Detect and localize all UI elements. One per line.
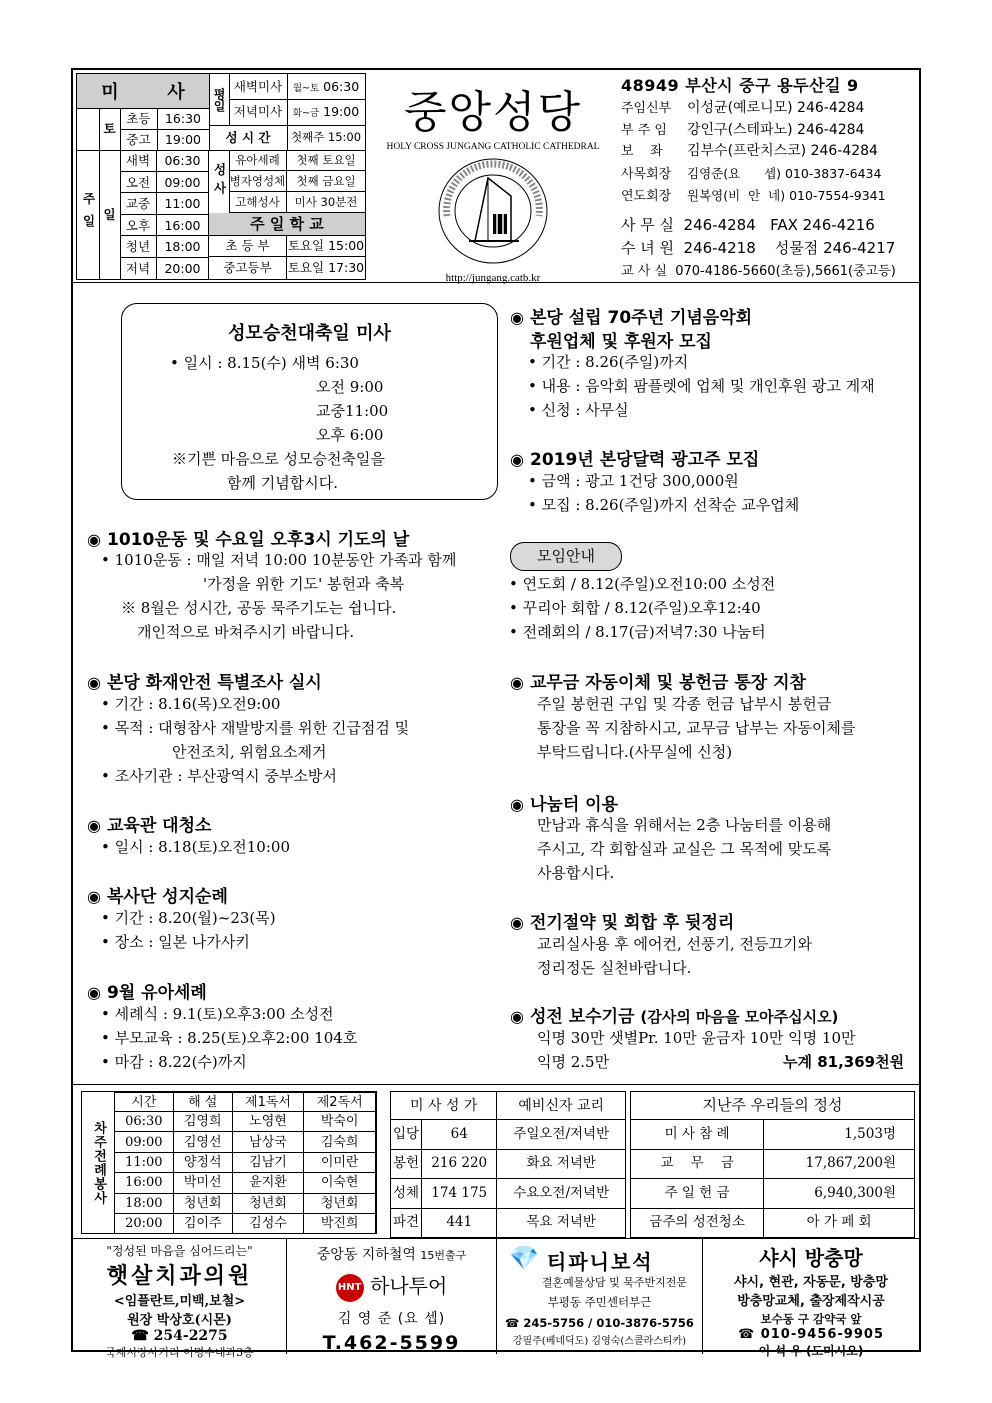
table-row	[631, 1208, 915, 1238]
table-row	[115, 1173, 376, 1193]
church-url: http://jungang.catb.kr	[445, 272, 541, 284]
table-row	[115, 1193, 376, 1213]
table-row	[115, 1213, 376, 1233]
ad-dental-address: 국제시장사거리 이명수내과3층	[105, 1346, 254, 1359]
sunday-row-label: 오후	[120, 215, 157, 237]
sunday-row-label: 청년	[120, 236, 157, 258]
next-week-cell: 09:00	[115, 1132, 174, 1152]
staff-contact: 원복영(비 안 네) 010-7554-9341	[687, 188, 886, 203]
section-tithe-title: ◉ 교무금 자동이체 및 봉헌금 통장 지참	[510, 673, 806, 693]
section-baptism-line-3: • 마감 : 8.22(수)까지	[101, 1053, 247, 1071]
school-row-label: 초 등 부	[209, 235, 287, 257]
logo-area	[373, 74, 613, 284]
section-pilgrimage-line-1: • 기간 : 8.20(월)~23(목)	[101, 909, 276, 927]
choir-cell: 64	[422, 1120, 497, 1150]
teacher-phone: 교 사 실 070-4186-5660(초등),5661(중고등)	[621, 263, 896, 279]
ad-window-location: 보수동 구 감약국 앞	[760, 1312, 862, 1326]
choir-cell: 입당	[391, 1120, 422, 1150]
next-week-cell: 김남기	[232, 1152, 304, 1172]
convent-phone: 수 녀 원 246-4218 성물점 246-4217	[621, 238, 896, 257]
section-concert-line-3: • 신청 : 사무실	[528, 401, 629, 419]
ad-jewelry-owners: 강필주(베네딕도) 김영숙(스콜라스티카)	[512, 1336, 687, 1347]
offering-cell: 아 가 페 회	[764, 1208, 915, 1238]
choir-cell: 주일오전/저녁반	[497, 1120, 626, 1150]
sunday-row-label: 저녁	[120, 258, 157, 280]
section-1010-line-3: ※ 8월은 성시간, 공동 묵주기도는 쉽니다.	[121, 599, 397, 617]
ad-dental-services: <임플란트,미백,보철>	[113, 1294, 246, 1309]
table-row	[115, 1132, 376, 1152]
sat-elem-label: 초등	[120, 108, 158, 130]
section-fire-line-3: 안전조치, 위험요소제거	[172, 743, 327, 761]
ad-window-phone: ☎ 010-9456-9905	[737, 1327, 884, 1342]
section-tithe-line-3: 부탁드립니다.(사무실에 신청)	[537, 743, 733, 761]
offering-cell: 교 무 금	[631, 1149, 764, 1179]
next-week-cell: 청년회	[232, 1193, 304, 1213]
table-row	[115, 1112, 376, 1132]
ad-window-services-2: 방충망교체, 출장제작시공	[737, 1294, 885, 1309]
ad-jewelry-name: 티파니보석	[547, 1250, 654, 1274]
sunday-row-time: 06:30	[157, 150, 209, 172]
section-lounge-line-3: 사용합시다.	[537, 864, 615, 882]
holy-hour-label: 성 시 간	[209, 125, 288, 151]
sunday-row-time: 20:00	[157, 258, 209, 280]
table-row	[391, 1208, 626, 1238]
next-week-cell: 청년회	[304, 1193, 376, 1213]
sat-elem-time: 16:30	[157, 108, 210, 130]
sunday-label: 주일	[77, 150, 100, 279]
section-baptism-title: ◉ 9월 유아세례	[87, 983, 207, 1003]
ad-dental-slogan: "정성된 마음을 심어드리는"	[106, 1244, 253, 1258]
ad-jewelry	[497, 1238, 703, 1354]
section-pilgrimage-title: ◉ 복사단 성지순례	[87, 887, 228, 907]
section-fire-line-1: • 기간 : 8.16(목)오전9:00	[101, 695, 281, 713]
ad-travel-contact: 김 영 준 (요 셉)	[337, 1310, 446, 1327]
sat-high-label: 중고	[120, 129, 158, 151]
next-week-cell: 박숙이	[304, 1112, 376, 1132]
section-pilgrimage-line-2: • 장소 : 일본 나가사키	[101, 933, 250, 951]
bulletin-page	[71, 68, 921, 1359]
table-row	[631, 1149, 915, 1179]
section-lounge-line-2: 주시고, 각 회합실과 교실은 그 목적에 맞도록	[537, 840, 832, 858]
next-week-cell: 김영선	[173, 1132, 232, 1152]
section-concert-line-1: • 기간 : 8.26(주일)까지	[528, 353, 689, 371]
section-cleaning-title: ◉ 교육관 대청소	[87, 816, 212, 836]
offering-cell: 1,503명	[764, 1120, 915, 1150]
section-baptism-line-1: • 세례식 : 9.1(토)오후3:00 소성전	[101, 1005, 334, 1023]
section-1010-line-4: 개인적으로 바쳐주시기 바랍니다.	[137, 623, 355, 641]
ad-dental-phone: ☎ 254-2275	[131, 1328, 228, 1344]
ad-dental-director: 원장 박상호(시몬)	[127, 1313, 232, 1328]
sunday-label-2: 일	[99, 150, 121, 279]
table-row	[115, 1152, 376, 1172]
saturday-label: 토	[99, 108, 121, 151]
staff-contact: 이성균(예로니모) 246-4284	[687, 100, 865, 116]
next-week-cell: 박진희	[304, 1213, 376, 1233]
address: 48949 부산시 중구 용두산길 9	[621, 76, 859, 95]
next-week-cell: 이숙현	[304, 1173, 376, 1193]
section-fund-line-2: 익명 2.5만	[537, 1053, 610, 1071]
next-week-cell: 11:00	[115, 1152, 174, 1172]
section-tithe-line-2: 통장을 꼭 지참하시고, 교무금 납부는 자동이체를	[537, 719, 856, 737]
next-week-cell: 김숙희	[304, 1132, 376, 1152]
next-week-cell: 김이주	[173, 1213, 232, 1233]
next-week-cell: 노영현	[232, 1112, 304, 1132]
sacrament-row-label: 고해성사	[229, 192, 287, 213]
choir-cell: 봉헌	[391, 1149, 422, 1179]
sunday-row-label: 새벽	[120, 150, 157, 172]
ad-dental	[73, 1238, 287, 1359]
staff-row	[621, 141, 919, 163]
staff-role: 보 좌	[621, 144, 663, 159]
next-week-cell: 남상국	[232, 1132, 304, 1152]
school-row-label: 중고등부	[209, 257, 287, 279]
next-week-cell: 윤지환	[232, 1173, 304, 1193]
staff-role: 연도회장	[621, 189, 672, 204]
next-week-col-header: 제1독서	[232, 1093, 304, 1112]
staff-row	[621, 185, 919, 208]
next-week-cell: 16:00	[115, 1173, 174, 1193]
table-row	[631, 1179, 915, 1209]
staff-contact: 강인구(스테파노) 246-4284	[687, 121, 865, 138]
sacrament-row-label: 유아세례	[229, 150, 287, 171]
sacrament-row-value: 미사 30분전	[287, 192, 365, 213]
dawn-mass-label: 새벽미사	[229, 74, 288, 100]
sat-high-time: 19:00	[157, 129, 210, 151]
choir-cell: 목요 저녁반	[497, 1208, 626, 1238]
staff-row	[621, 163, 919, 186]
next-week-col-header: 제2독서	[304, 1093, 376, 1112]
staff-role: 주임신부	[621, 101, 672, 116]
feast-line-5: ※기쁜 마음으로 성모승천축일을	[172, 450, 385, 468]
divider	[73, 282, 919, 283]
mass-grid	[76, 73, 366, 280]
ad-travel-location: 중앙동 지하철역 15번출구	[316, 1247, 467, 1263]
hnt-logo-icon: HNT	[336, 1274, 364, 1302]
sacrament-label: 성사	[209, 150, 230, 214]
next-week-side-label: 차주전례봉사	[82, 1092, 115, 1233]
staff-role: 부 주 임	[621, 122, 667, 138]
offering-title: 지난주 우리들의 정성	[631, 1092, 915, 1120]
ad-window-services: 샤시, 현관, 자동문, 방충망	[734, 1275, 888, 1290]
choir-cell: 수요오전/저녁반	[497, 1179, 626, 1209]
next-week-col-header: 해 설	[173, 1093, 232, 1112]
sacrament-row-value: 첫째 금요일	[287, 171, 365, 192]
offering-cell: 금주의 성전청소	[631, 1208, 764, 1238]
section-tithe-line-1: 주일 봉헌권 구입 및 각종 헌금 납부시 봉헌금	[537, 695, 832, 713]
section-concert-line-2: • 내용 : 음악회 팜플렛에 업체 및 개인후원 광고 게재	[528, 377, 875, 395]
sunday-row-time: 09:00	[157, 172, 209, 194]
next-week-cell: 박미선	[173, 1173, 232, 1193]
contact-info	[621, 74, 919, 283]
next-week-table	[114, 1092, 376, 1234]
section-concert-title: ◉ 본당 설립 70주년 기념음악회	[510, 308, 753, 328]
staff-rows	[621, 98, 919, 208]
next-week-box	[81, 1091, 377, 1234]
ad-jewelry-desc: 결혼예물상담 및 묵주반지전문	[541, 1276, 688, 1289]
staff-row	[621, 120, 919, 142]
ad-window-owner: 이 석 우 (도미시오)	[758, 1344, 864, 1358]
church-subtitle: HOLY CROSS JUNGANG CATHOLIC CATHEDRAL	[386, 142, 600, 152]
ad-dental-name: 햇살치과의원	[106, 1264, 253, 1289]
feast-line-2: 오전 9:00	[316, 378, 384, 396]
mass-header-cell: 미 사	[77, 74, 210, 109]
next-week-cell: 18:00	[115, 1193, 174, 1213]
choir-cell: 174 175	[422, 1179, 497, 1209]
weekday-label: 평일	[209, 74, 230, 126]
choir-table	[390, 1091, 626, 1238]
section-fire-title: ◉ 본당 화재안전 특별조사 실시	[87, 673, 322, 693]
feast-line-6: 함께 기념합시다.	[227, 474, 338, 492]
catechism-header: 예비신자 교리	[497, 1092, 626, 1120]
next-week-col-header: 시간	[115, 1093, 174, 1112]
table-row	[391, 1179, 626, 1209]
choir-cell: 441	[422, 1208, 497, 1238]
cathedral-seal-icon	[433, 156, 553, 266]
office-phone: 사 무 실 246-4284 FAX 246-4216	[621, 215, 875, 234]
section-cleaning-line-1: • 일시 : 8.18(토)오전10:00	[101, 838, 290, 856]
sacrament-row-label: 병자영성체	[229, 171, 287, 192]
evening-mass-label: 저녁미사	[229, 99, 288, 126]
table-row	[631, 1120, 915, 1150]
section-calendar-line-2: • 모집 : 8.26(주일)까지 선착순 교우업체	[528, 496, 800, 514]
feast-line-3: 교중11:00	[316, 402, 389, 420]
sacrament-row-value: 첫째 토요일	[287, 150, 365, 171]
section-concert-title-2: 후원업체 및 후원자 모집	[530, 332, 712, 352]
ad-jewelry-location: 부평동 주민센터부근	[547, 1295, 652, 1309]
feast-line-4: 오후 6:00	[316, 426, 384, 444]
meeting-line-3: • 전례회의 / 8.17(금)저녁7:30 나눔터	[509, 623, 766, 641]
section-1010-title: ◉ 1010운동 및 수요일 오후3시 기도의 날	[87, 530, 410, 550]
feast-box	[121, 303, 498, 500]
diamond-icon: 💎	[509, 1244, 539, 1272]
school-row-value: 토요일 17:30	[287, 260, 365, 275]
offering-table	[630, 1091, 915, 1238]
section-calendar-title: ◉ 2019년 본당달력 광고주 모집	[510, 450, 760, 470]
choir-cell: 화요 저녁반	[497, 1149, 626, 1179]
section-fire-line-4: • 조사기관 : 부산광역시 중부소방서	[101, 767, 337, 785]
staff-contact: 김영준(요 셉) 010-3837-6434	[687, 165, 882, 181]
section-lounge-title: ◉ 나눔터 이용	[510, 795, 619, 815]
next-week-cell: 06:30	[115, 1112, 174, 1132]
offering-cell: 주 일 헌 금	[631, 1179, 764, 1209]
staff-row	[621, 98, 919, 120]
offering-cell: 17,867,200원	[764, 1149, 915, 1179]
section-fire-line-2: • 목적 : 대형참사 재발방지를 위한 긴급점검 및	[101, 719, 410, 737]
feast-title: 성모승천대축일 미사	[228, 323, 391, 344]
meeting-line-1: • 연도회 / 8.12(주일)오전10:00 소성전	[509, 575, 776, 593]
section-baptism-line-2: • 부모교육 : 8.25(토)오후2:00 104호	[101, 1029, 358, 1047]
sunday-row-label: 오전	[120, 172, 157, 194]
evening-mass-time: 화~금 19:00	[287, 99, 365, 126]
choir-cell: 성체	[391, 1179, 422, 1209]
next-week-cell: 이미란	[304, 1152, 376, 1172]
ad-window-name: 샤시 방충망	[759, 1246, 863, 1270]
next-week-cell: 김영희	[173, 1112, 232, 1132]
section-1010-line-1: • 1010운동 : 매일 저녁 10:00 10분동안 가족과 함께	[101, 551, 457, 569]
section-fund-title: ◉ 성전 보수기금 (감사의 마음을 모아주십시오)	[510, 1007, 839, 1027]
sunday-row-time: 18:00	[157, 236, 209, 258]
staff-role: 사목회장	[621, 166, 672, 182]
ad-travel-brand: HNT 하나투어	[287, 1270, 496, 1302]
divider-bottom	[73, 1084, 919, 1085]
sunday-row-label: 교중	[120, 193, 157, 215]
section-energy-line-1: 교리실사용 후 에어컨, 선풍기, 전등끄기와	[537, 935, 812, 953]
section-lounge-line-1: 만남과 휴식을 위해서는 2층 나눔터를 이용해	[537, 816, 832, 834]
offering-cell: 6,940,300원	[764, 1179, 915, 1209]
section-1010-line-2: '가정을 위한 기도' 봉헌과 축복	[203, 575, 405, 593]
section-fund-total: 누계 81,369천원	[783, 1053, 905, 1071]
sunday-row-time: 16:00	[157, 215, 209, 237]
ad-travel-phone: T.462-5599	[322, 1331, 461, 1354]
section-fund-line-1: 익명 30만 샛별Pr. 10만 윤금자 10만 익명 10만	[537, 1029, 856, 1047]
meeting-badge: 모임안내	[510, 542, 622, 571]
next-week-cell: 양정석	[173, 1152, 232, 1172]
school-row-value: 토요일 15:00	[287, 235, 365, 257]
next-week-cell: 김성수	[232, 1213, 304, 1233]
offering-cell: 미 사 참 례	[631, 1120, 764, 1150]
next-week-cell: 청년회	[173, 1193, 232, 1213]
table-row	[391, 1120, 626, 1150]
meeting-line-2: • 꾸리아 회합 / 8.12(주일)오후12:40	[509, 599, 761, 617]
sunday-school-header: 주 일 학 교	[209, 213, 365, 236]
table-row	[391, 1149, 626, 1179]
sunday-row-time: 11:00	[157, 193, 209, 215]
dawn-mass-time: 월~토 06:30	[287, 74, 365, 100]
section-calendar-line-1: • 금액 : 광고 1건당 300,000원	[528, 472, 739, 490]
ad-jewelry-phone: ☎ 245-5756 / 010-3876-5756	[505, 1316, 694, 1330]
choir-cell: 파견	[391, 1208, 422, 1238]
section-energy-title: ◉ 전기절약 및 회합 후 뒷정리	[510, 913, 735, 933]
section-energy-line-2: 정리정돈 실천바랍니다.	[537, 959, 692, 977]
staff-contact: 김부수(프란치스코) 246-4284	[687, 143, 878, 159]
ad-window	[703, 1238, 919, 1358]
church-title: 중앙성당	[403, 87, 582, 138]
ad-travel	[287, 1238, 497, 1354]
choir-cell: 216 220	[422, 1149, 497, 1179]
next-week-cell: 20:00	[115, 1213, 174, 1233]
holy-hour-value: 첫째주 15:00	[287, 125, 365, 151]
choir-header: 미 사 성 가	[391, 1092, 497, 1120]
feast-line-1: • 일시 : 8.15(수) 새벽 6:30	[170, 354, 359, 372]
